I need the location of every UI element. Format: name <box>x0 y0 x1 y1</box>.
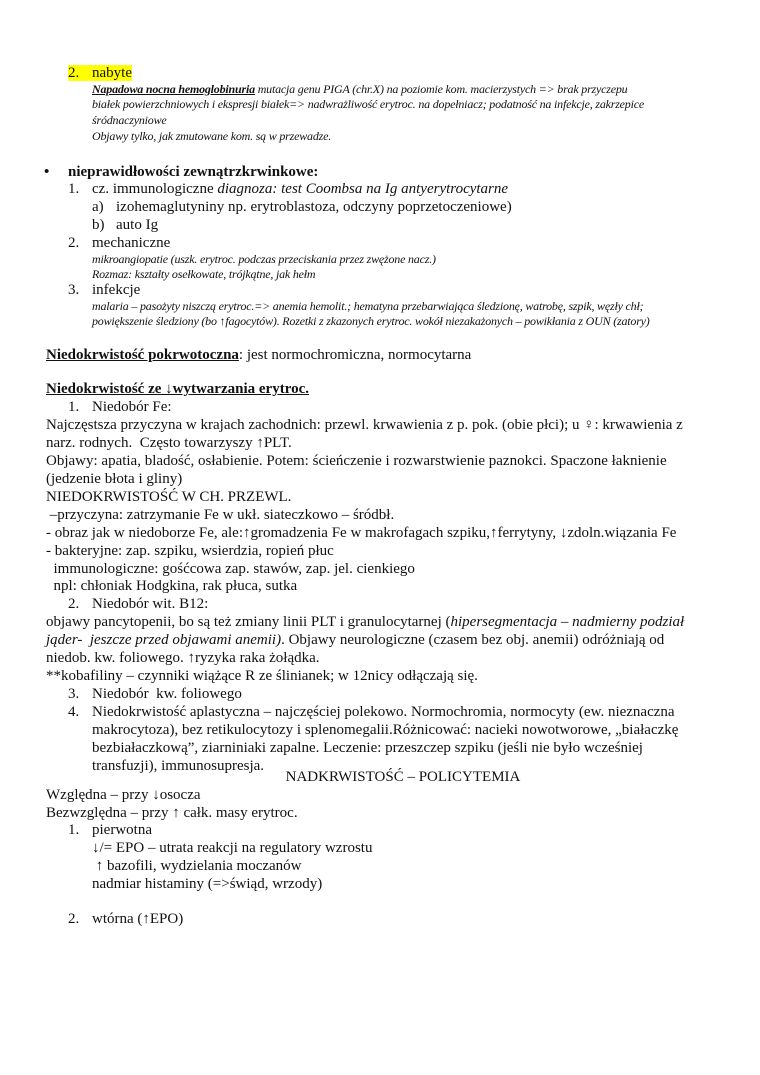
list-number: 2. <box>68 911 80 927</box>
list-item <box>68 234 170 252</box>
list-number: 2. <box>68 235 80 251</box>
text-span: Niedobór Fe: <box>92 399 172 415</box>
list-number: 1. <box>68 181 80 197</box>
section-heading: Niedokrwistość ze ↓wytwarzania erytroc. <box>46 381 309 397</box>
text-line: Bezwzględna – przy ↑ całk. masy erytroc. <box>46 805 298 821</box>
text-line: Względna – przy ↓osocza <box>46 787 201 803</box>
list-number: 1. <box>68 399 80 415</box>
list-item <box>68 910 183 928</box>
text-line: ↑ bazofili, wydzielania moczanów <box>92 858 302 874</box>
list-number: 3. <box>68 282 80 298</box>
section-heading: Niedokrwistość pokrwotoczna <box>46 347 239 363</box>
text-span: Niedobór wit. B12: <box>92 596 209 612</box>
text-line: białek powierzchniowych i ekspresji białek=> nadwrażliwość erytroc. na dopełniacz; podatność na infekcje, zakrzepice <box>92 97 644 111</box>
text-line: makrocytoza), bez retikulocytozy i splenomegalii.Różnicować: nacieki nowotworowe, „białaczkę <box>92 722 679 738</box>
text-line: **kobafiliny – czynniki wiążące R ze ślinianek; w 12nicy odłączają się. <box>46 668 478 684</box>
text-span: Niedokrwistość aplastyczna – najczęściej polekowo. Normochromia, normocyty (ew. nieznaczna <box>92 704 675 720</box>
text-line: śródnaczyniowe <box>92 113 167 127</box>
text-line: transfuzji), immunosupresja. <box>92 758 265 774</box>
list-number: 4. <box>68 704 80 720</box>
text-line: malaria – pasożyty niszczą erytroc.=> anemia hemolit.; hematyna przebarwiająca śledzionę, watrobę, szpik, węzły chł; <box>92 299 644 313</box>
list-item <box>68 685 242 703</box>
list-number: 2. <box>68 65 80 81</box>
text-line: - bakteryjne: zap. szpiku, wsierdzia, ropień płuc <box>46 543 334 559</box>
list-number: 3. <box>68 686 80 702</box>
text-line: ↓/= EPO – utrata reakcji na regulatory wzrostu <box>92 840 373 856</box>
list-item <box>68 595 208 613</box>
text-line: - obraz jak w niedoborze Fe, ale:↑gromadzenia Fe w makrofagach szpiku,↑ferrytyny, ↓zdoln.wiązania Fe <box>46 525 677 541</box>
text-line: niedob. kw. foliowego. ↑ryzyka raka żołądka. <box>46 650 320 666</box>
text-span: mutacja genu PIGA (chr.X) na poziomie kom. macierzystych => brak przyczepu <box>254 82 628 96</box>
text-line: powiększenie śledziony (bo ↑fagocytów). Rozetki z zkazonych erytroc. wokół niezakażonych – powikłania z OUN (zatory) <box>92 314 650 328</box>
text-line: mikroangiopatie (uszk. erytroc. podczas przeciskania przez zwężone nacz.) <box>92 252 436 266</box>
text-line: Objawy: apatia, bladość, osłabienie. Potem: ścieńczenie i rozwarstwienie paznokci. Spaczone łaknienie <box>46 453 667 469</box>
text-span: wtórna (↑EPO) <box>92 911 184 927</box>
text-span: hipersegmentacja – nadmierny podział <box>450 614 685 630</box>
text-line: –przyczyna: zatrzymanie Fe w ukł. siateczkowo – śródbł. <box>46 507 395 523</box>
text-span: izohemaglutyniny np. erytroblastoza, odczyny poprzetoczeniowe) <box>116 199 512 215</box>
text-line: npl: chłoniak Hodgkina, rak płuca, sutka <box>46 578 298 594</box>
text-span: diagnoza: test Coombsa na Ig antyerytrocytarne <box>217 181 509 197</box>
text-line <box>46 631 664 649</box>
text-line: Objawy tylko, jak zmutowane kom. są w przewadze. <box>92 129 332 143</box>
text-line <box>92 82 627 97</box>
list-number: 2. <box>68 596 80 612</box>
text-span: . Objawy neurologiczne (czasem bez obj. anemii) odróżniają od <box>281 632 665 648</box>
section-heading: nieprawidłowości zewnątrzkrwinkowe: <box>68 164 319 180</box>
pnh-title: Napadowa nocna hemoglobinuria <box>92 82 255 96</box>
text-line: nadmiar histaminy (=>świąd, wrzody) <box>92 876 323 892</box>
list-item <box>68 703 675 721</box>
text-span: mechaniczne <box>92 235 171 251</box>
list-item <box>68 398 172 416</box>
text-line: (jedzenie błota i gliny) <box>46 471 183 487</box>
text-line <box>46 346 471 364</box>
text-span: cz. immunologiczne <box>92 181 218 197</box>
list-label: nabyte <box>92 65 132 81</box>
text-span: objawy pancytopenii, bo są też zmiany linii PLT i granulocytarnej ( <box>46 614 451 630</box>
text-line: Najczęstsza przyczyna w krajach zachodnich: przewl. krwawienia z p. pok. (obie płci); u ♀: krwawienia z <box>46 417 683 433</box>
list-item <box>68 821 152 839</box>
list-item <box>92 216 158 234</box>
list-number: 1. <box>68 822 80 838</box>
list-item <box>92 198 512 216</box>
text-span: : jest normochromiczna, normocytarna <box>238 347 472 363</box>
text-span: Niedobór kw. foliowego <box>92 686 242 702</box>
text-line <box>46 613 684 631</box>
list-item <box>68 180 508 198</box>
section-heading: NADKRWISTOŚĆ – POLICYTEMIA <box>285 769 521 785</box>
text-line: NIEDOKRWISTOŚĆ W CH. PRZEWL. <box>46 489 292 505</box>
text-span: pierwotna <box>92 822 152 838</box>
text-span: jąder- jeszcze przed objawami anemii) <box>46 632 282 648</box>
text-span: auto Ig <box>116 217 159 233</box>
list-number: b) <box>92 217 105 233</box>
bullet-icon: • <box>44 164 50 180</box>
text-line: Rozmaz: kształty osełkowate, trójkątne, jak hełm <box>92 267 316 281</box>
list-number: a) <box>92 199 104 215</box>
text-span: infekcje <box>92 282 141 298</box>
text-line: bezbiałaczkową”, ziarniniaki zapalne. Leczenie: przeszczep szpiku (jeśli nie było wcześniej <box>92 740 643 756</box>
text-line: narz. rodnych. Często towarzyszy ↑PLT. <box>46 435 292 451</box>
list-item-nabyte <box>68 64 132 82</box>
text-line: immunologiczne: gośćcowa zap. stawów, zap. jel. cienkiego <box>46 561 415 577</box>
list-item <box>68 281 140 299</box>
